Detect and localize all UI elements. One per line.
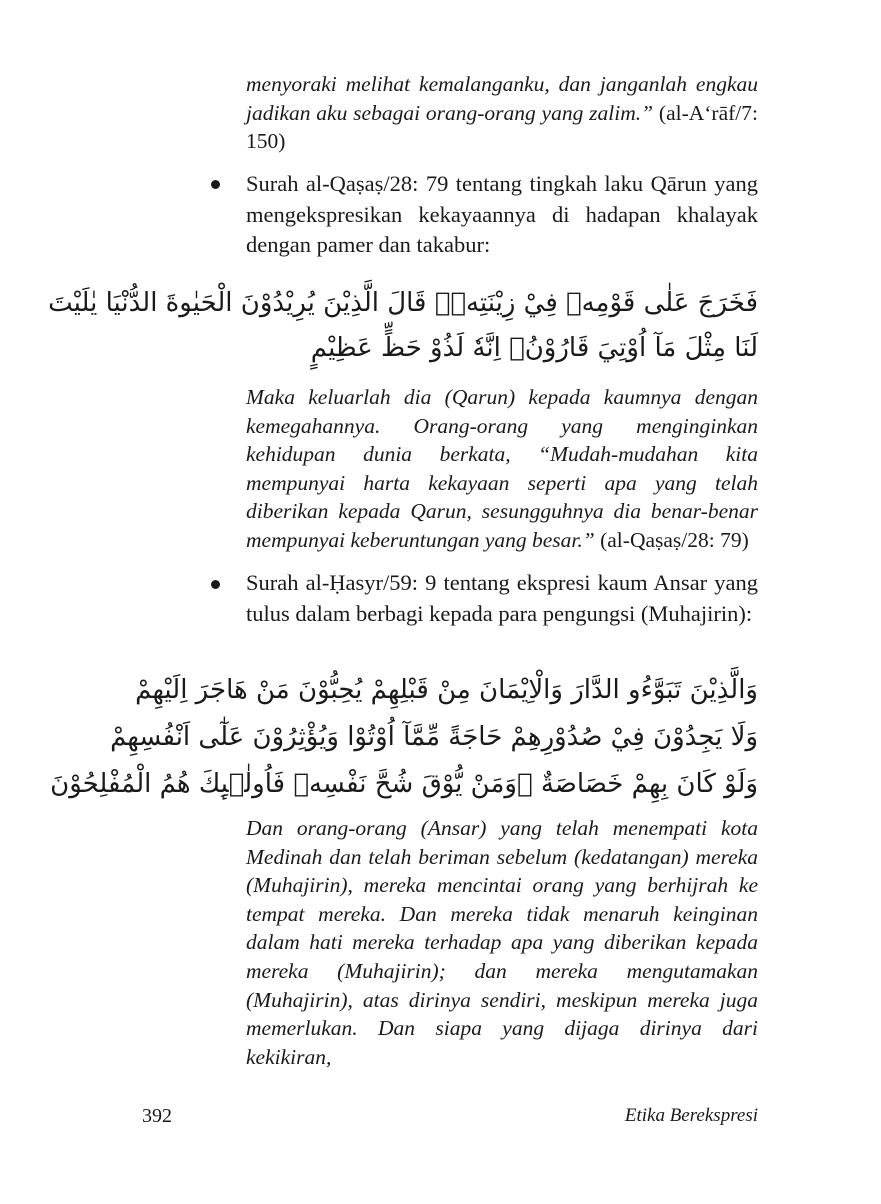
translation-1-reference: (al-Qaṣaṣ/28: 79) [594, 527, 749, 552]
arabic-verse-2-line-1: وَالَّذِيْنَ تَبَوَّءُو الدَّارَ وَالْاِيْمَانَ مِنْ قَبْلِهِمْ يُحِبُّوْنَ مَنْ هَاجَرَ اِلَيْهِمْ [135, 675, 758, 705]
running-title: Etika Berekspresi [624, 1105, 758, 1126]
translation-1-text: Maka keluarlah dia (Qarun) kepada kaumnya dengan kemegahannya. Orang-orang yang menginginkan kehidupan dunia berkata, “Mudah-mudahan kita mempunyai harta kekayaan seperti apa yang telah diberikan kepada Qarun, sesungguhnya dia benar-benar mempunyai keberuntungan yang besar.” [246, 385, 758, 552]
bullet-2-text: Surah al-Ḥasyr/59: 9 tentang ekspresi kaum Ansar yang tulus dalam berbagi kepada para pengungsi (Muhajirin): [246, 570, 758, 626]
translation-2: Dan orang-orang (Ansar) yang telah menempati kota Medinah dan telah beriman sebelum (kedatangan) mereka (Muhajirin), mereka mencintai orang yang berhijrah ke tempat mereka. Dan mereka tidak menaruh keinginan dalam hati mereka terhadap apa yang diberikan kepada mereka (Muhajirin); dan mereka mengutamakan (Muhajirin), atas dirinya sendiri, meskipun mereka juga memerlukan. Dan siapa yang dijaga dirinya dari kekikiran, [246, 816, 758, 1069]
arabic-verse-1-line-2: لَنَا مِثْلَ مَآ اُوْتِيَ قَارُوْنُۙ اِنَّهٗ لَذُوْ حَظٍّ عَظِيْمٍ [310, 333, 758, 363]
intro-quote-reference: (al-A‘rāf/7: 150) [246, 100, 758, 154]
intro-quote-text: menyoraki melihat kemalanganku, dan janganlah engkau jadikan aku sebagai orang-orang yang zalim.” [246, 72, 758, 125]
arabic-verse-1-line-1: فَخَرَجَ عَلٰى قَوْمِهٖ فِيْ زِيْنَتِهٖۗ قَالَ الَّذِيْنَ يُرِيْدُوْنَ الْحَيٰوةَ الدُّنْيَا يٰلَيْتَ [48, 288, 758, 318]
translation-1 [246, 383, 758, 555]
bullet-2-dot [211, 580, 220, 589]
bullet-1-dot [211, 180, 220, 189]
page-number: 392 [142, 1105, 172, 1127]
bullet-1-text: Surah al-Qaṣaṣ/28: 79 tentang tingkah laku Qārun yang mengekspresikan kekayaannya di hadapan khalayak dengan pamer dan takabur: [246, 171, 758, 257]
intro-quote [246, 70, 758, 156]
arabic-verse-2-line-3: وَلَوْ كَانَ بِهِمْ خَصَاصَةٌ ۗوَمَنْ يُّوْقَ شُحَّ نَفْسِهٖ فَاُولٰۤىِٕكَ هُمُ الْمُفْلِحُوْنَ [50, 769, 758, 799]
arabic-verse-2-line-2: وَلَا يَجِدُوْنَ فِيْ صُدُوْرِهِمْ حَاجَةً مِّمَّآ اُوْتُوْا وَيُؤْثِرُوْنَ عَلٰٓى اَنْفُسِهِمْ [110, 722, 758, 752]
